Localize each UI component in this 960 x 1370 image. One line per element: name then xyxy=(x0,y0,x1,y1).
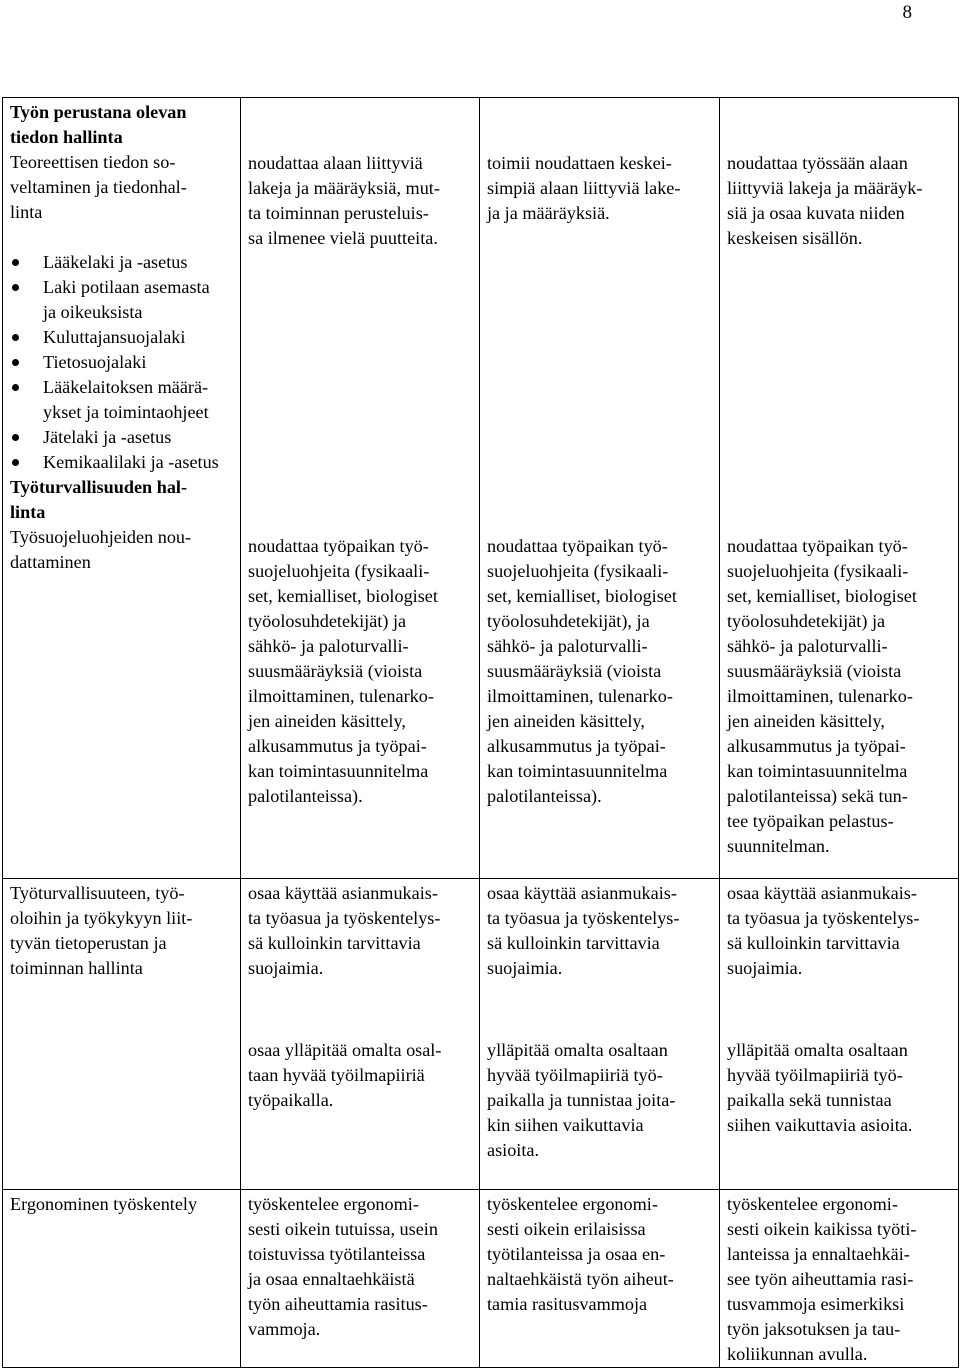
criterion-text xyxy=(487,1038,713,1163)
text-line: sesti oikein kaikissa työti- xyxy=(727,1219,917,1239)
text-line: tee työpaikan pelastus- xyxy=(727,811,894,831)
criterion-text xyxy=(487,151,713,226)
text-line: työskentelee ergonomi- xyxy=(248,1194,419,1214)
criteria-cell xyxy=(3,879,241,1190)
list-item xyxy=(10,250,234,275)
text-line: kan toimintasuunnitelma xyxy=(487,761,668,781)
criterion-text xyxy=(727,534,952,859)
text-line: suusmääräyksiä (vioista xyxy=(727,661,902,681)
text-line: sesti oikein erilaisissa xyxy=(487,1219,646,1239)
text-line: osaa käyttää asianmukais- xyxy=(727,883,917,903)
text-line: kin siihen vaikuttavia xyxy=(487,1115,644,1135)
list-item-text: ykset ja toimintaohjeet xyxy=(43,402,209,422)
level-cell xyxy=(241,1190,480,1368)
list-item xyxy=(10,275,234,325)
text-line: Työn perustana olevan xyxy=(10,102,187,122)
text-line: suunnitelman. xyxy=(727,836,830,856)
text-line: suojaimia. xyxy=(727,958,803,978)
criterion-text xyxy=(727,881,952,981)
text-line: Ergonominen työskentely xyxy=(10,1194,198,1214)
criterion-text xyxy=(727,1038,952,1138)
text-line: hyvää työilmapiiriä työ- xyxy=(487,1065,663,1085)
text-line: työolosuhdetekijät), ja xyxy=(487,611,650,631)
criteria-cell xyxy=(3,98,241,879)
text-line: sä kulloinkin tarvittavia xyxy=(248,933,421,953)
text-line: suojeluohjeita (fysikaali- xyxy=(487,561,669,581)
text-line: vammoja. xyxy=(248,1319,321,1339)
text-line: Työturvallisuuden hal- xyxy=(10,477,188,497)
criterion-text xyxy=(487,534,713,809)
list-item-text: Jätelaki ja -asetus xyxy=(43,427,172,447)
text-line: simpiä alaan liittyviä lake- xyxy=(487,178,681,198)
text-line: toiminnan hallinta xyxy=(10,958,143,978)
text-line: linta xyxy=(10,502,46,522)
text-line: sähkö- ja paloturvalli- xyxy=(487,636,648,656)
text-line: palotilanteissa) sekä tun- xyxy=(727,786,908,806)
text-line: ta työasua ja työskentelys- xyxy=(487,908,680,928)
criterion-text xyxy=(248,151,473,251)
text-line: suojeluohjeita (fysikaali- xyxy=(727,561,909,581)
text-line: suojaimia. xyxy=(248,958,324,978)
list-item-text: Kuluttajansuojalaki xyxy=(43,327,186,347)
text-line: naltaehkäistä työn aiheut- xyxy=(487,1269,674,1289)
text-line: työolosuhdetekijät) ja xyxy=(727,611,886,631)
section-intro xyxy=(10,150,234,225)
list-item xyxy=(10,425,234,450)
list-item xyxy=(10,450,234,475)
text-line: osaa käyttää asianmukais- xyxy=(248,883,438,903)
text-line: paikalla ja tunnistaa joita- xyxy=(487,1090,676,1110)
text-line: työskentelee ergonomi- xyxy=(727,1194,898,1214)
level-cell xyxy=(241,98,480,879)
table-row xyxy=(3,1190,959,1368)
text-line: set, kemialliset, biologiset xyxy=(248,586,438,606)
text-line: hyvää työilmapiiriä työ- xyxy=(727,1065,903,1085)
text-line: toistuvissa työtilanteissa xyxy=(248,1244,426,1264)
level-cell xyxy=(241,879,480,1190)
text-line: siihen vaikuttavia asioita. xyxy=(727,1115,913,1135)
criteria-text xyxy=(10,1192,234,1217)
text-line: Työsuojeluohjeiden nou- xyxy=(10,527,192,547)
text-line: Teoreettisen tiedon so- xyxy=(10,152,176,172)
bullet-icon xyxy=(12,284,19,291)
text-line: siä ja osaa kuvata niiden xyxy=(727,203,905,223)
list-item xyxy=(10,375,234,425)
level-cell xyxy=(480,879,720,1190)
text-line: ilmoittaminen, tulenarko- xyxy=(248,686,434,706)
list-item-text: Lääkelaitoksen määrä- xyxy=(43,377,209,397)
text-line: liittyviä lakeja ja määräyk- xyxy=(727,178,923,198)
text-line: asioita. xyxy=(487,1140,540,1160)
text-line: palotilanteissa). xyxy=(487,786,602,806)
criterion-text xyxy=(248,534,473,809)
text-line: noudattaa alaan liittyviä xyxy=(248,153,423,173)
text-line: suojaimia. xyxy=(487,958,563,978)
text-line: toimii noudattaen keskei- xyxy=(487,153,672,173)
text-line: lakeja ja määräyksiä, mut- xyxy=(248,178,440,198)
text-line: ta toiminnan perusteluis- xyxy=(248,203,429,223)
text-line: työpaikalla. xyxy=(248,1090,334,1110)
text-line: työolosuhdetekijät) ja xyxy=(248,611,407,631)
text-line: ja ja määräyksiä. xyxy=(487,203,610,223)
text-line: työn aiheuttamia rasitus- xyxy=(248,1294,428,1314)
list-item-text: Lääkelaki ja -asetus xyxy=(43,252,188,272)
text-line: ilmoittaminen, tulenarko- xyxy=(487,686,673,706)
text-line: jen aineiden käsittely, xyxy=(248,711,406,731)
bullet-icon xyxy=(12,259,19,266)
text-line: linta xyxy=(10,202,43,222)
list-item-text: Laki potilaan asemasta xyxy=(43,277,210,297)
text-line: lanteissa ja ennaltaehkäi- xyxy=(727,1244,910,1264)
law-list xyxy=(10,250,234,475)
text-line: noudattaa työssään alaan xyxy=(727,153,908,173)
level-cell xyxy=(720,1190,959,1368)
criteria-cell xyxy=(3,1190,241,1368)
text-line: Työturvallisuuteen, työ- xyxy=(10,883,185,903)
text-line: ylläpitää omalta osaltaan xyxy=(727,1040,908,1060)
text-line: set, kemialliset, biologiset xyxy=(727,586,917,606)
text-line: koliikunnan avulla. xyxy=(727,1344,868,1364)
bullet-icon xyxy=(12,334,19,341)
text-line: sä kulloinkin tarvittavia xyxy=(727,933,900,953)
list-item-text: ja oikeuksista xyxy=(43,302,143,322)
table-row xyxy=(3,98,959,879)
text-line: sähkö- ja paloturvalli- xyxy=(727,636,888,656)
bullet-icon xyxy=(12,384,19,391)
text-line: työtilanteissa ja osaa en- xyxy=(487,1244,666,1264)
page-number: 8 xyxy=(902,2,912,23)
text-line: suusmääräyksiä (vioista xyxy=(487,661,662,681)
level-cell xyxy=(720,879,959,1190)
text-line: ta työasua ja työskentelys- xyxy=(248,908,441,928)
text-line: ilmoittaminen, tulenarko- xyxy=(727,686,913,706)
text-line: set, kemialliset, biologiset xyxy=(487,586,677,606)
criteria-text xyxy=(10,881,234,981)
list-item-text: Tietosuojalaki xyxy=(43,352,147,372)
text-line: dattaminen xyxy=(10,552,91,572)
text-line: suusmääräyksiä (vioista xyxy=(248,661,423,681)
text-line: sa ilmenee vielä puutteita. xyxy=(248,228,438,248)
text-line: osaa ylläpitää omalta osal- xyxy=(248,1040,442,1060)
text-line: sesti oikein tutuissa, usein xyxy=(248,1219,438,1239)
assessment-table xyxy=(2,97,959,1368)
text-line: ylläpitää omalta osaltaan xyxy=(487,1040,668,1060)
text-line: työskentelee ergonomi- xyxy=(487,1194,658,1214)
text-line: keskeisen sisällön. xyxy=(727,228,863,248)
text-line: sä kulloinkin tarvittavia xyxy=(487,933,660,953)
criterion-text xyxy=(727,151,952,251)
text-line: sähkö- ja paloturvalli- xyxy=(248,636,409,656)
text-line: oloihin ja työkykyyn liit- xyxy=(10,908,193,928)
list-item xyxy=(10,350,234,375)
text-line: kan toimintasuunnitelma xyxy=(248,761,429,781)
list-item xyxy=(10,325,234,350)
bullet-icon xyxy=(12,359,19,366)
text-line: jen aineiden käsittely, xyxy=(487,711,645,731)
text-line: paikalla sekä tunnistaa xyxy=(727,1090,892,1110)
text-line: jen aineiden käsittely, xyxy=(727,711,885,731)
criterion-text xyxy=(248,1192,473,1342)
list-item-text: Kemikaalilaki ja -asetus xyxy=(43,452,219,472)
criterion-text xyxy=(487,881,713,981)
text-line: taan hyvää työilmapiiriä xyxy=(248,1065,425,1085)
text-line: osaa käyttää asianmukais- xyxy=(487,883,677,903)
criterion-text xyxy=(248,1038,473,1113)
level-cell xyxy=(720,98,959,879)
text-line: tamia rasitusvammoja xyxy=(487,1294,648,1314)
text-line: noudattaa työpaikan työ- xyxy=(727,536,908,556)
text-line: tusvammoja esimerkiksi xyxy=(727,1294,905,1314)
text-line: palotilanteissa). xyxy=(248,786,363,806)
bullet-icon xyxy=(12,459,19,466)
text-line: tiedon hallinta xyxy=(10,127,123,147)
section-subheading xyxy=(10,525,234,575)
criterion-text xyxy=(727,1192,952,1367)
text-line: alkusammutus ja työpai- xyxy=(487,736,666,756)
text-line: noudattaa työpaikan työ- xyxy=(487,536,668,556)
text-line: suojeluohjeita (fysikaali- xyxy=(248,561,430,581)
criterion-text xyxy=(487,1192,713,1317)
text-line: see työn aiheuttamia rasi- xyxy=(727,1269,914,1289)
text-line: noudattaa työpaikan työ- xyxy=(248,536,429,556)
section-heading xyxy=(10,475,234,525)
text-line: veltaminen ja tiedonhal- xyxy=(10,177,187,197)
text-line: ta työasua ja työskentelys- xyxy=(727,908,920,928)
text-line: alkusammutus ja työpai- xyxy=(727,736,906,756)
level-cell xyxy=(480,1190,720,1368)
text-line: ja osaa ennaltaehkäistä xyxy=(248,1269,415,1289)
bullet-icon xyxy=(12,434,19,441)
section-heading xyxy=(10,100,234,150)
level-cell xyxy=(480,98,720,879)
text-line: kan toimintasuunnitelma xyxy=(727,761,908,781)
table-row xyxy=(3,879,959,1190)
text-line: alkusammutus ja työpai- xyxy=(248,736,427,756)
criterion-text xyxy=(248,881,473,981)
text-line: työn jaksotuksen ja tau- xyxy=(727,1319,901,1339)
text-line: tyvän tietoperustan ja xyxy=(10,933,167,953)
